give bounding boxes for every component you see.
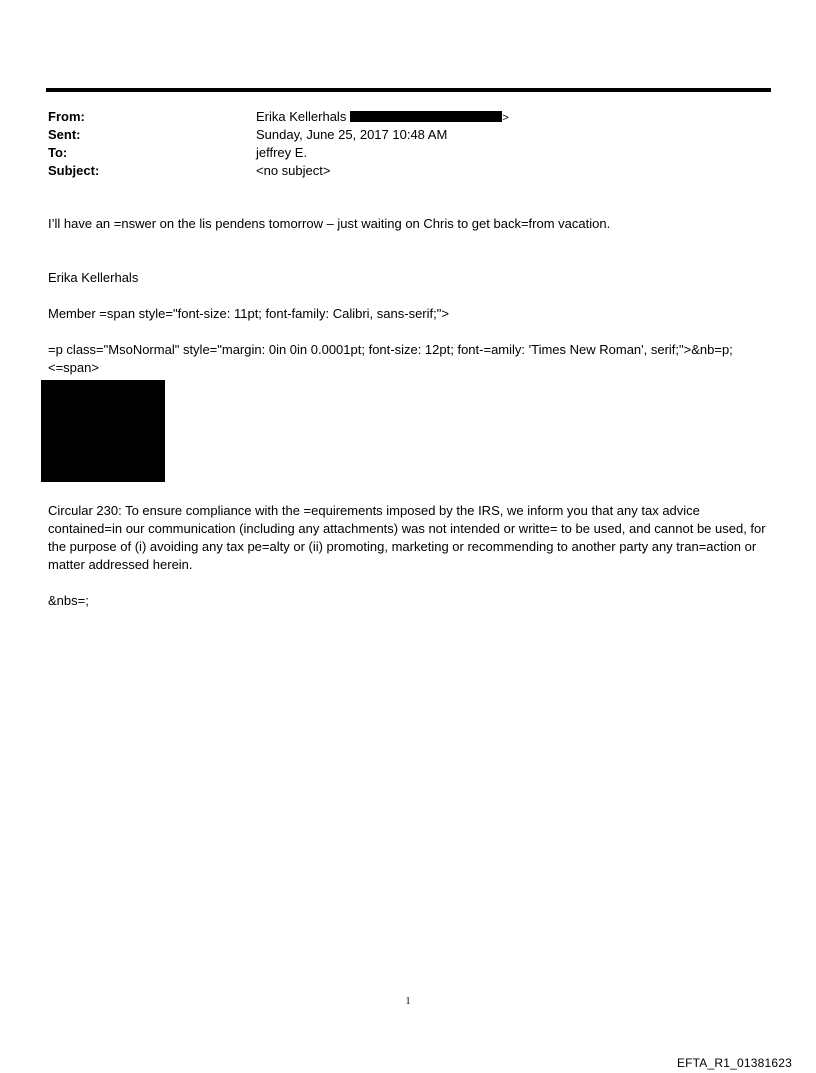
html-artifact-text: =p class="MsoNormal" style="margin: 0in 0in 0.0001pt; font-size: 12pt; font-=amily: 'Times New Roman', serif;">&nb=p;<=span> (48, 342, 733, 375)
document-id: EFTA_R1_01381623 (676, 1056, 792, 1070)
signature-name: Erika Kellerhals (48, 270, 139, 285)
to-row (48, 144, 768, 162)
to-value: jeffrey E. (256, 145, 308, 160)
redacted-image-block (41, 380, 165, 482)
nbsp-artifact-text: &nbs=; (48, 593, 89, 608)
message-line: I’ll have an =nswer on the lis pendens tomorrow – just waiting on Chris to get back=from vacation. (48, 216, 611, 231)
sent-value: Sunday, June 25, 2017 10:48 AM (256, 127, 448, 142)
subject-label: Subject: (48, 163, 100, 178)
subject-row (48, 162, 768, 180)
circular-230-disclaimer: Circular 230: To ensure compliance with the =equirements imposed by the IRS, we inform you that any tax advice contained=in our communication (including any attachments) was not intended or writte= to be used, and cannot be used, for the purpose of (i) avoiding any tax pe=alty or (ii) promoting, marketing or recommending to another party any tran=action or matter addressed herein. (48, 503, 766, 572)
email-header (48, 108, 768, 180)
to-label: To: (48, 145, 68, 160)
from-value (256, 108, 509, 126)
redacted-email-box (350, 111, 502, 122)
from-name: Erika Kellerhals (256, 109, 347, 124)
subject-value: <no subject> (256, 163, 331, 178)
header-rule (46, 88, 771, 92)
from-row (48, 108, 768, 126)
sent-row (48, 126, 768, 144)
from-tail: > (502, 112, 509, 124)
from-label: From: (48, 109, 85, 124)
page-number: 1 (405, 996, 411, 1007)
member-line: Member =span style="font-size: 11pt; font-family: Calibri, sans-serif;"> (48, 306, 449, 321)
sent-label: Sent: (48, 127, 81, 142)
